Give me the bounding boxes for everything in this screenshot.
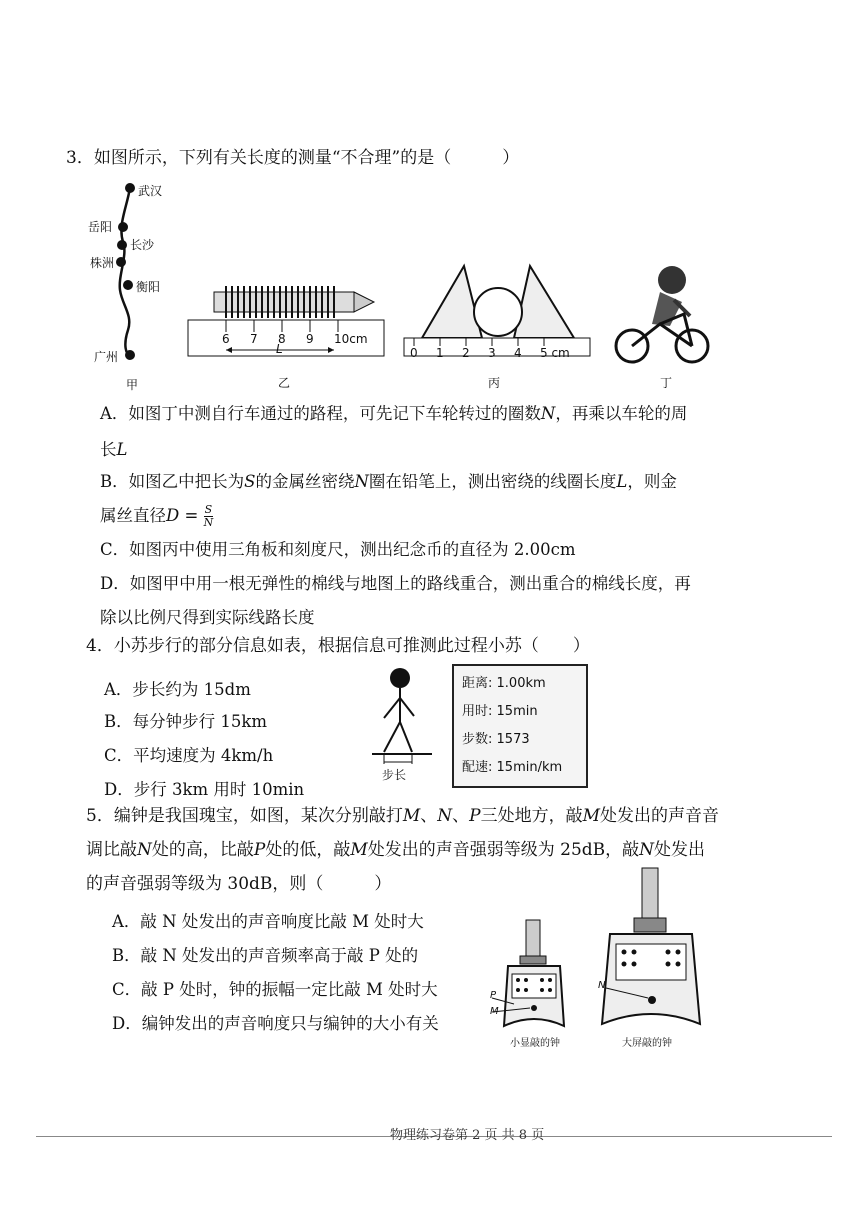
label-L: L <box>276 342 283 356</box>
small-bell-illustration <box>490 916 580 1032</box>
city-zhuzhou: 株洲 <box>90 256 115 270</box>
q5-option-d: D．编钟发出的声音响度只与编钟的大小有关 <box>112 1014 439 1033</box>
ruler-tick-3: 3 <box>488 346 496 360</box>
q3-stem: 3．如图所示，下列有关长度的测量“不合理”的是（ ） <box>66 148 520 168</box>
q4-option-a: A．步长约为 15dm <box>104 680 251 699</box>
bell-label-m: M <box>490 1006 499 1017</box>
fig-yi-coil-ruler <box>186 280 386 392</box>
bell-label-p: P <box>490 990 497 1001</box>
q4-option-b: B．每分钟步行 15km <box>104 712 268 731</box>
table-row: 距离: 1.00km <box>462 676 546 691</box>
big-bell-caption: 大屏敲的钟 <box>622 1038 672 1049</box>
cyclist-illustration <box>612 262 712 366</box>
bell-label-n: N <box>598 980 606 991</box>
fig-jia-caption: 甲 <box>126 378 139 392</box>
walk-info-table <box>452 664 588 788</box>
ruler-tick-0: 0 <box>410 346 418 360</box>
ruler-tick-5: 5 cm <box>540 346 570 360</box>
q4-option-c: C．平均速度为 4km/h <box>104 746 274 765</box>
ruler-tick-10: 10cm <box>334 332 368 346</box>
ruler-tick-7: 7 <box>250 332 258 346</box>
pencil-coil <box>186 280 386 360</box>
page-footer: 物理练习卷第 2 页 共 8 页 <box>390 1128 545 1143</box>
ruler-tick-4: 4 <box>514 346 522 360</box>
big-bell-illustration <box>596 864 706 1032</box>
big-bell-figure <box>596 864 706 1048</box>
fig-bing-caption: 丙 <box>488 376 501 390</box>
table-row: 配速: 15min/km <box>462 760 563 775</box>
fraction-s-over-n: $\frac{S}{N}$ <box>203 503 214 529</box>
ruler-tick-2: 2 <box>462 346 470 360</box>
small-bell-figure <box>490 916 580 1048</box>
q5-option-a: A．敲 N 处发出的声音响度比敲 M 处时大 <box>112 912 424 931</box>
stride-label: 步长 <box>382 768 407 782</box>
q4-stem: 4．小苏步行的部分信息如表，根据信息可推测此过程小苏（ ） <box>86 636 590 656</box>
ruler-tick-6: 6 <box>222 332 230 346</box>
ruler-tick-9: 9 <box>306 332 314 346</box>
q5-option-b: B．敲 N 处发出的声音频率高于敲 P 处的 <box>112 946 419 965</box>
q5-option-c: C．敲 P 处时，钟的振幅一定比敲 M 处时大 <box>112 980 438 999</box>
q3-option-b-line1: B．如图乙中把长为S的金属丝密绕N圈在铅笔上，测出密绕的线圈长度L，则金 <box>100 472 677 491</box>
ruler-tick-1: 1 <box>436 346 444 360</box>
q4-option-d: D．步行 3km 用时 10min <box>104 780 305 799</box>
q3-option-b-line2: 属丝直径D = $\frac{S}{N}$ <box>100 503 214 529</box>
q3-option-a-line1: A．如图丁中测自行车通过的路程，可先记下车轮转过的圈数N，再乘以车轮的周 <box>100 404 688 423</box>
city-wuhan: 武汉 <box>138 184 163 198</box>
q5-stem-line3: 的声音强弱等级为 30dB，则（ ） <box>86 874 392 894</box>
city-hengyang: 衡阳 <box>136 280 161 294</box>
fig-jia-route-map <box>88 180 168 390</box>
fig-ding-cyclist <box>612 262 712 392</box>
ruler-tick-8: 8 <box>278 332 286 346</box>
table-row: 用时: 15min <box>462 704 538 719</box>
walker-figure <box>370 666 434 786</box>
q5-stem-line1: 5．编钟是我国瑰宝，如图，某次分别敲打M、N、P三处地方，敲M处发出的声音音 <box>86 806 719 826</box>
q3-option-c: C．如图丙中使用三角板和刻度尺，测出纪念币的直径为 2.00cm <box>100 540 576 559</box>
fig-yi-caption: 乙 <box>278 376 291 390</box>
q3-option-a-line2: 长L <box>100 440 128 459</box>
q5-stem-line2: 调比敲N处的高，比敲P处的低，敲M处发出的声音强弱等级为 25dB，敲N处发出 <box>86 840 706 860</box>
city-yueyang: 岳阳 <box>88 220 113 234</box>
city-changsha: 长沙 <box>130 238 155 252</box>
table-row: 步数: 1573 <box>462 732 530 747</box>
q3-option-d-line1: D．如图甲中用一根无弹性的棉线与地图上的路线重合，测出重合的棉线长度，再 <box>100 574 691 593</box>
fig-ding-caption: 丁 <box>660 376 673 390</box>
walker-illustration <box>370 666 434 770</box>
fig-bing-coin-triangles <box>402 262 592 392</box>
q3-option-d-line2: 除以比例尺得到实际线路长度 <box>100 608 315 627</box>
city-guangzhou: 广州 <box>94 350 119 364</box>
small-bell-caption: 小显敲的钟 <box>510 1038 560 1049</box>
triangles-coin <box>402 262 592 358</box>
